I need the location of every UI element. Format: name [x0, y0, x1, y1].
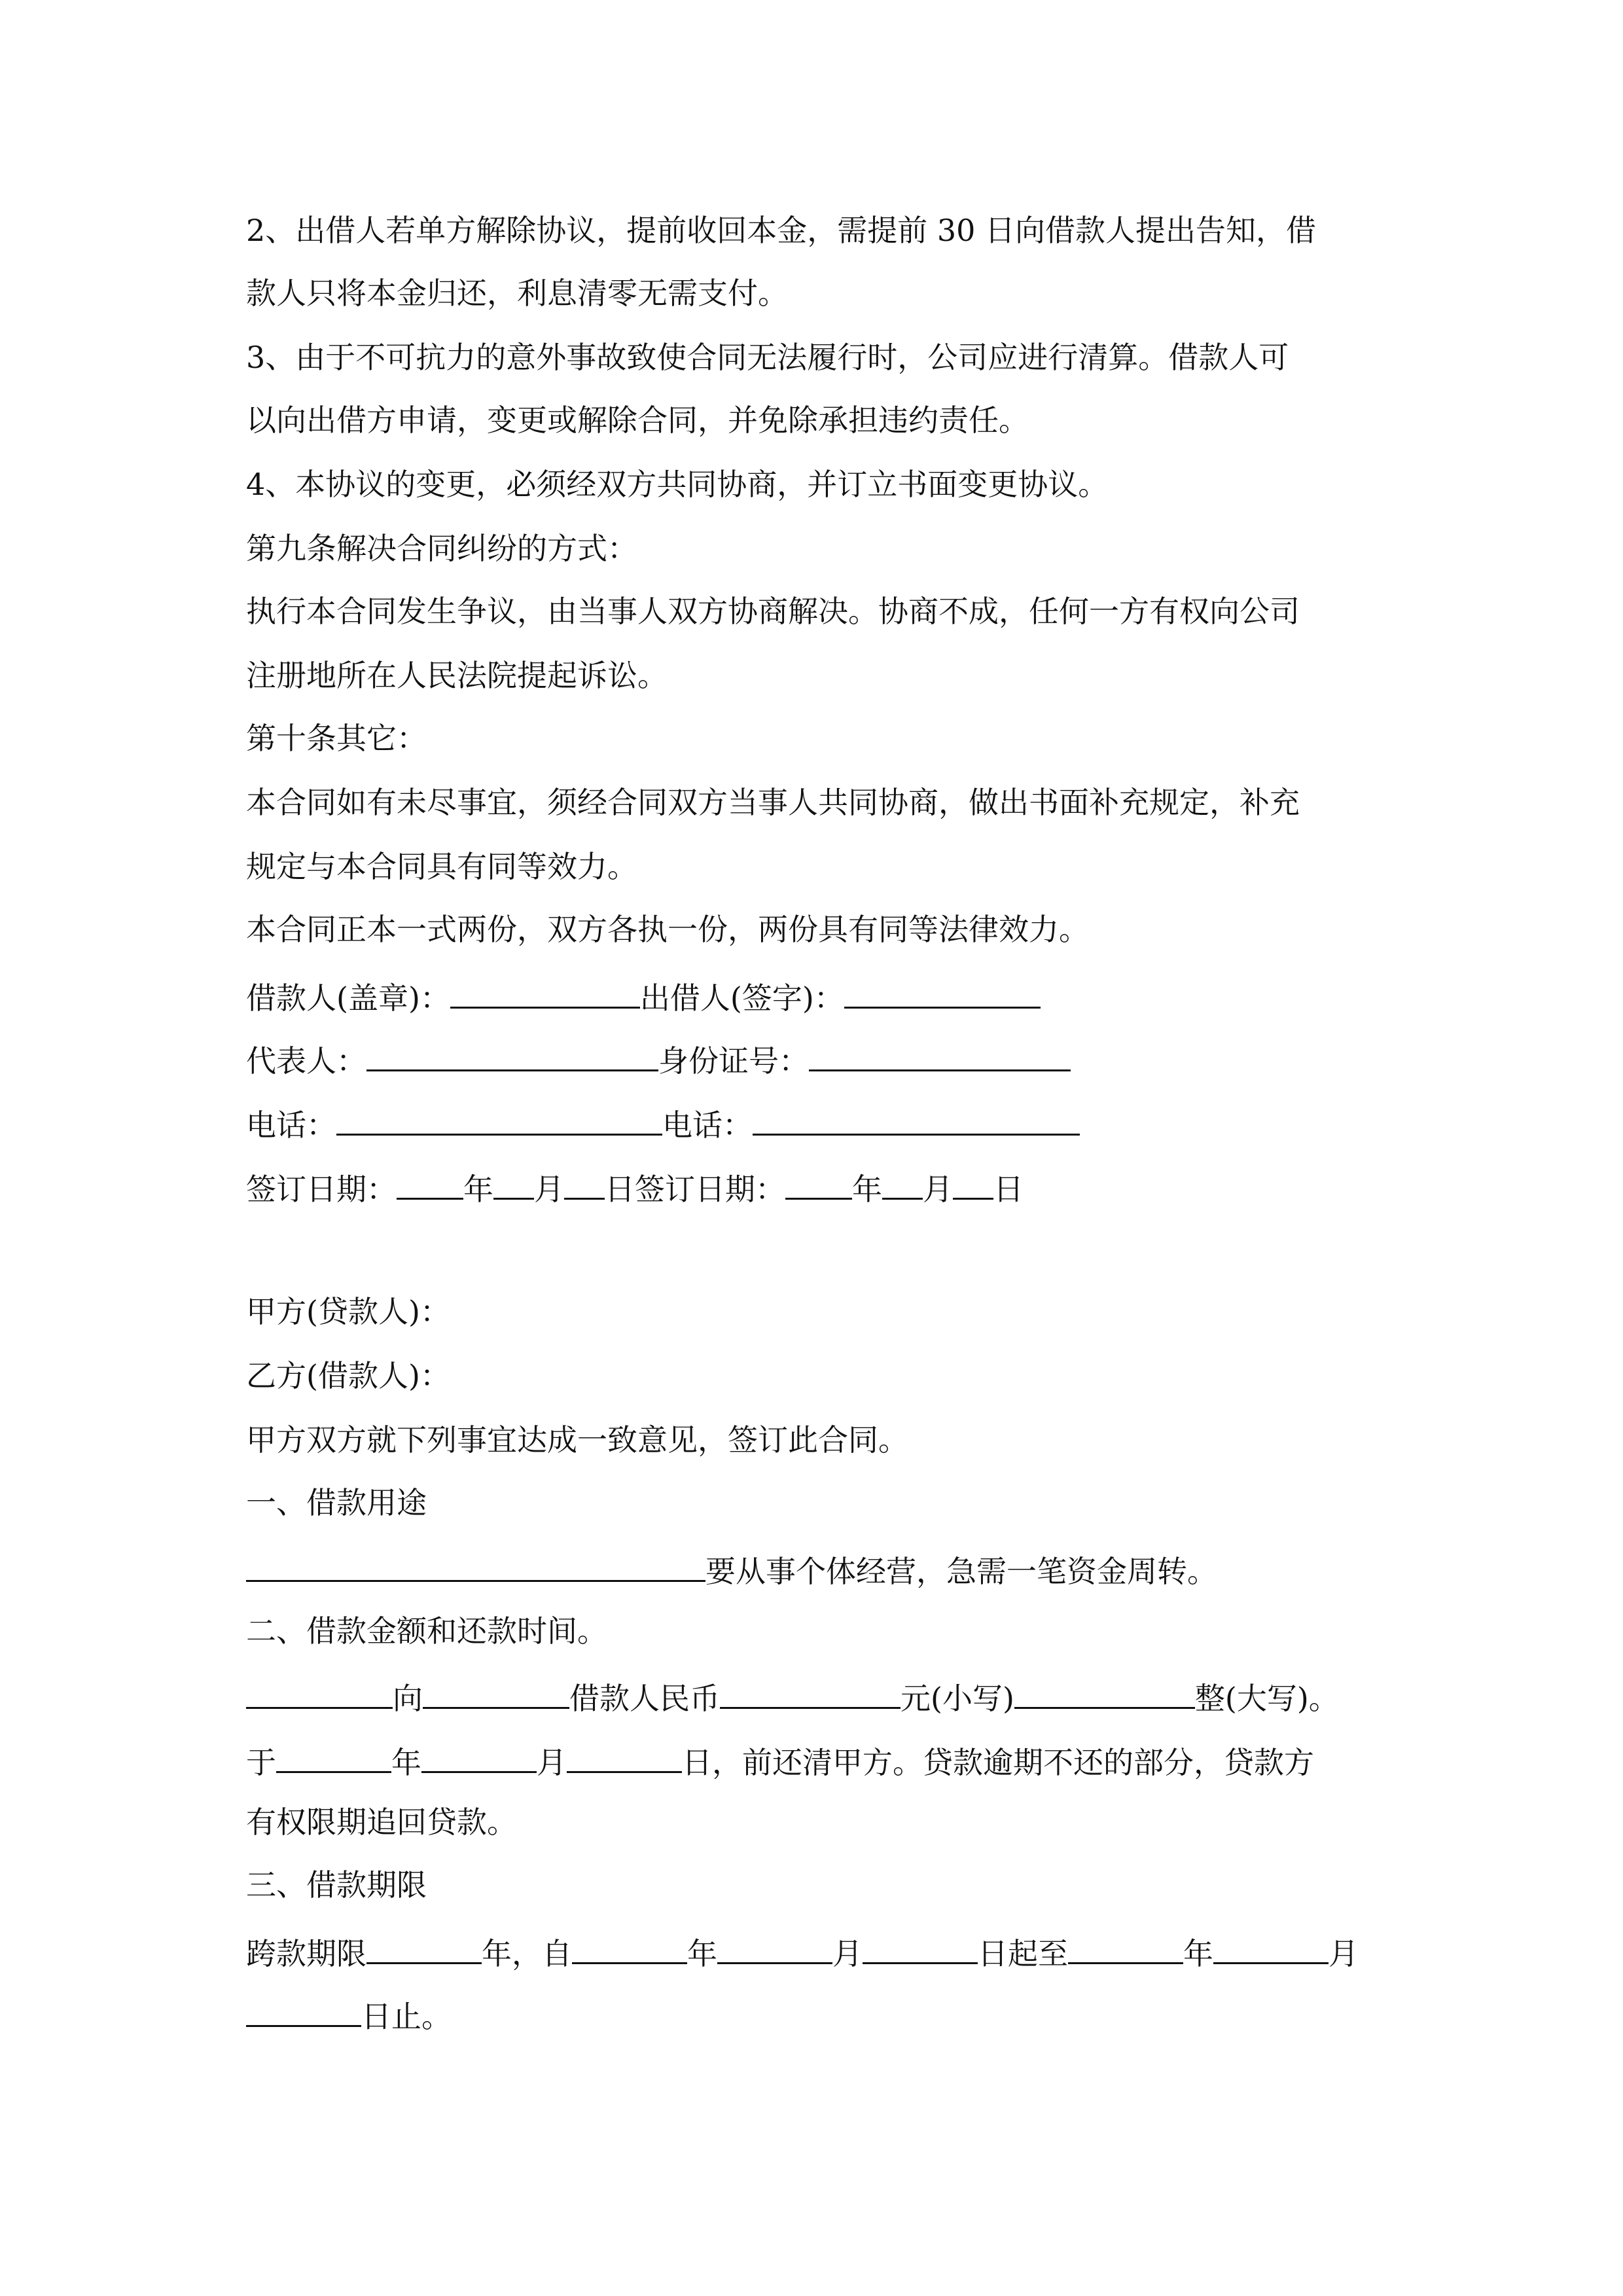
month-label: 月 — [537, 1745, 567, 1780]
day-label: 日 — [993, 1172, 1024, 1207]
term-years-blank[interactable] — [366, 1929, 482, 1964]
section2-line1 — [246, 1674, 1339, 1718]
start-to-label: 日起至 — [978, 1936, 1068, 1971]
signature-row-borrower — [246, 974, 1041, 1018]
representative-label: 代表人： — [246, 1043, 366, 1079]
end-month-blank[interactable] — [1213, 1929, 1329, 1964]
month-blank-2[interactable] — [882, 1165, 923, 1200]
article10-line2: 规定与本合同具有同等效力。 — [246, 849, 637, 884]
repay-year-blank[interactable] — [276, 1738, 391, 1773]
para2-line2: 款人只将本金归还，利息清零无需支付。 — [246, 276, 788, 311]
section2-line3: 有权限期追回贷款。 — [246, 1804, 517, 1840]
id-number-blank[interactable] — [809, 1037, 1071, 1071]
start-day-blank[interactable] — [863, 1929, 978, 1964]
rmb-label: 借款人民币 — [569, 1681, 720, 1716]
year-label: 年 — [391, 1745, 421, 1780]
lender-sign-label: 出借人(签字)： — [639, 980, 844, 1016]
article9-line1: 执行本合同发生争议，由当事人双方协商解决。协商不成，任何一方有权向公司 — [246, 594, 1300, 629]
section3-title: 三、借款期限 — [246, 1867, 427, 1903]
purpose-blank[interactable] — [246, 1547, 705, 1582]
yu-label: 于 — [246, 1745, 276, 1780]
end-year-blank[interactable] — [1068, 1929, 1183, 1964]
end-day-blank[interactable] — [246, 1992, 361, 2027]
para3-line1: 3、由于不可抗力的意外事故致使合同无法履行时，公司应进行清算。借款人可 — [246, 340, 1289, 375]
copies-clause: 本合同正本一式两份，双方各执一份，两份具有同等法律效力。 — [246, 912, 1089, 947]
signature-row-phone — [246, 1101, 1080, 1145]
phone-label-1: 电话： — [246, 1107, 336, 1143]
section2-title: 二、借款金额和还款时间。 — [246, 1613, 607, 1649]
sign-date-label-2: 日签订日期： — [605, 1172, 785, 1207]
year-blank-1[interactable] — [397, 1165, 463, 1200]
borrower-seal-blank[interactable] — [450, 974, 640, 1009]
para2-line1: 2、出借人若单方解除协议，提前收回本金，需提前 30 日向借款人提出告知，借 — [246, 213, 1317, 248]
section2-line2 — [246, 1738, 1314, 1782]
year-label: 年 — [852, 1172, 882, 1207]
para4: 4、本协议的变更，必须经双方共同协商，并订立书面变更协议。 — [246, 467, 1109, 502]
phone-blank-2[interactable] — [753, 1101, 1080, 1136]
end-label: 日止。 — [361, 1999, 452, 2034]
start-month-blank[interactable] — [717, 1929, 832, 1964]
party-b: 乙方(借款人)： — [246, 1358, 450, 1393]
id-number-label: 身份证号： — [658, 1043, 809, 1079]
term-label: 跨款期限 — [246, 1936, 366, 1971]
section1-text — [246, 1547, 1217, 1591]
year-blank-2[interactable] — [785, 1165, 852, 1200]
signature-row-date — [246, 1165, 1024, 1209]
borrower-name-blank[interactable] — [423, 1674, 569, 1709]
borrower-seal-label: 借款人(盖章)： — [246, 980, 450, 1016]
big-label: 整(大写)。 — [1194, 1681, 1339, 1716]
para3-line2: 以向出借方申请，变更或解除合同，并免除承担违约责任。 — [246, 403, 1029, 438]
day-blank-1[interactable] — [564, 1165, 605, 1200]
lender-sign-blank[interactable] — [844, 974, 1041, 1009]
day-label: 日 — [682, 1745, 712, 1780]
start-year-blank[interactable] — [572, 1929, 687, 1964]
day-blank-2[interactable] — [953, 1165, 993, 1200]
repay-month-blank[interactable] — [421, 1738, 537, 1773]
article9-title: 第九条解决合同纠纷的方式： — [246, 531, 637, 566]
article10-title: 第十条其它： — [246, 721, 427, 756]
signature-row-representative — [246, 1037, 1071, 1081]
representative-blank[interactable] — [366, 1037, 658, 1071]
year-from-label: 年，自 — [482, 1936, 572, 1971]
lender-name-blank[interactable] — [246, 1674, 393, 1709]
article10-line1: 本合同如有未尽事宜，须经合同双方当事人共同协商，做出书面补充规定，补充 — [246, 785, 1300, 820]
section3-line2 — [246, 1992, 452, 2036]
xiang-label: 向 — [393, 1681, 423, 1716]
sign-date-label-1: 签订日期： — [246, 1172, 397, 1207]
phone-label-2: 电话： — [662, 1107, 753, 1143]
amount-small-blank[interactable] — [720, 1674, 901, 1709]
repay-day-blank[interactable] — [567, 1738, 682, 1773]
section1-title: 一、借款用途 — [246, 1485, 427, 1520]
section3-line1 — [246, 1929, 1359, 1973]
year-label: 年 — [463, 1172, 493, 1207]
amount-big-blank[interactable] — [1014, 1674, 1195, 1709]
month-label: 月 — [534, 1172, 564, 1207]
year-label: 年 — [1183, 1936, 1213, 1971]
year-label: 年 — [687, 1936, 717, 1971]
agreement-intro: 甲方双方就下列事宜达成一致意见，签订此合同。 — [246, 1422, 908, 1458]
repay-text: ，前还清甲方。贷款逾期不还的部分，贷款方 — [712, 1745, 1314, 1780]
purpose-text: 要从事个体经营，急需一笔资金周转。 — [705, 1554, 1217, 1589]
small-label: 元(小写) — [901, 1681, 1014, 1716]
month-blank-1[interactable] — [493, 1165, 534, 1200]
phone-blank-1[interactable] — [336, 1101, 662, 1136]
party-a: 甲方(贷款人)： — [246, 1294, 450, 1329]
month-label: 月 — [832, 1936, 863, 1971]
month-label: 月 — [923, 1172, 953, 1207]
article9-line2: 注册地所在人民法院提起诉讼。 — [246, 658, 668, 693]
month-label: 月 — [1329, 1936, 1359, 1971]
